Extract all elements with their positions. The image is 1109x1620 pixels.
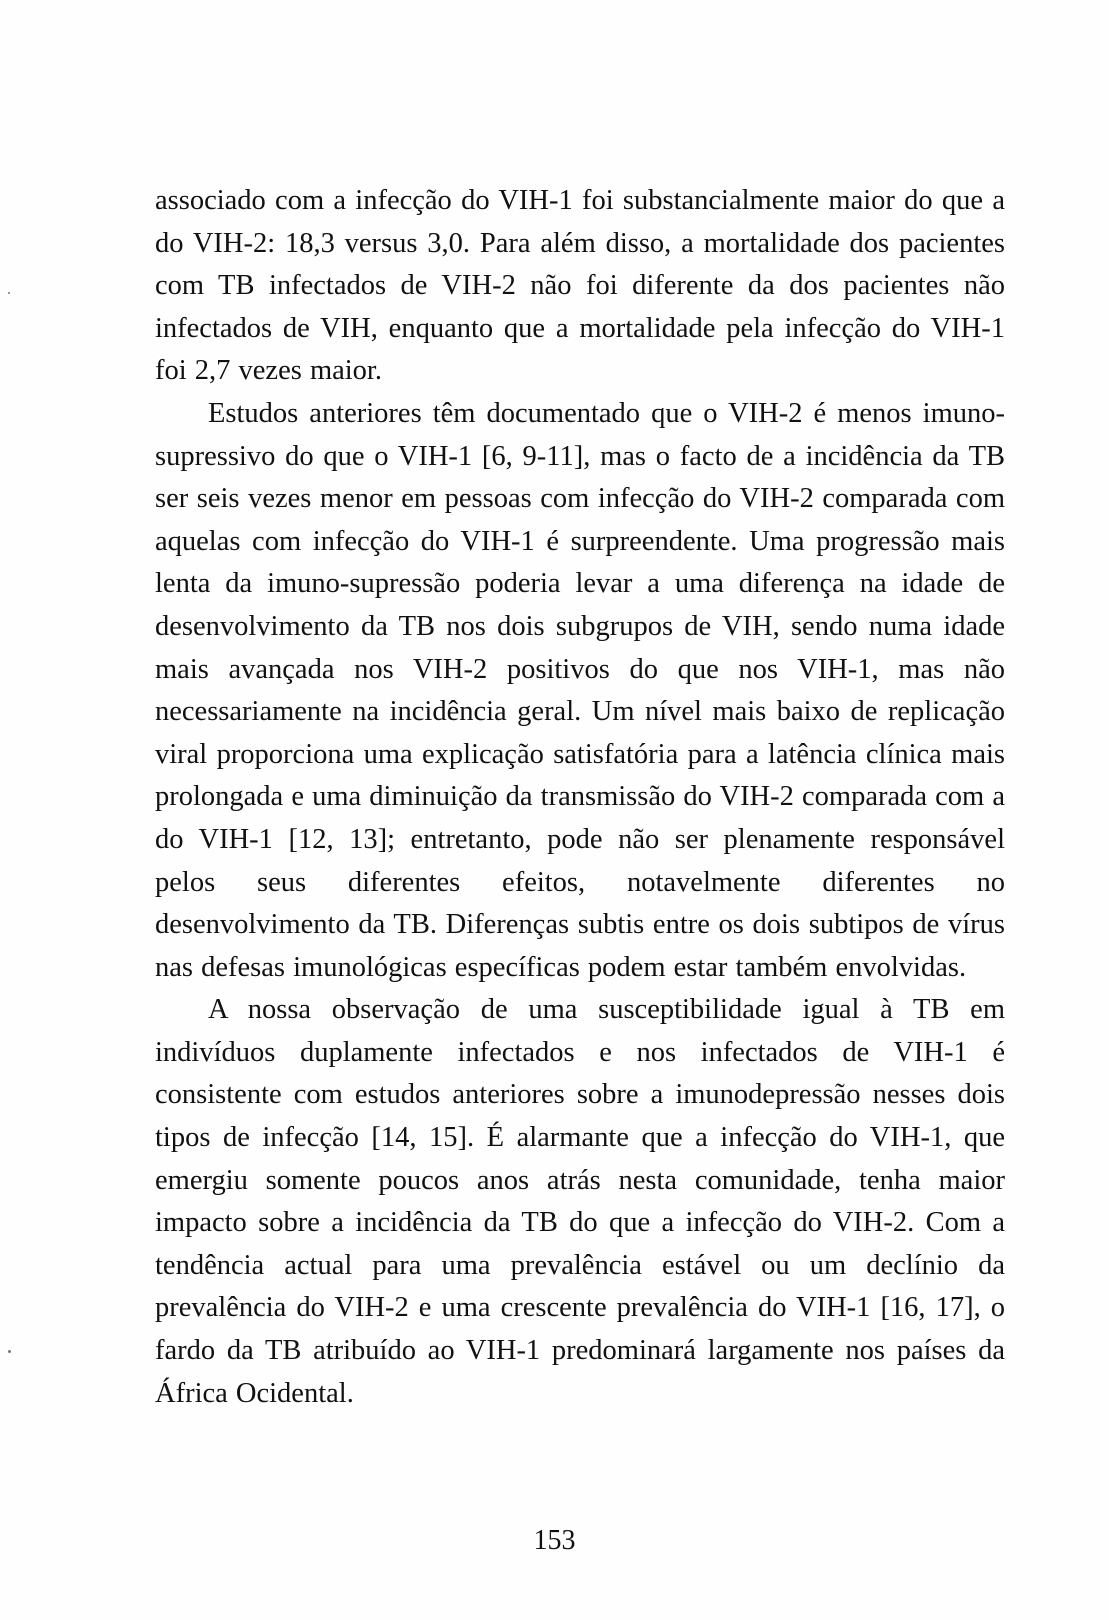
page-number: 153 (533, 1525, 576, 1556)
paragraph-3: A nossa observação de uma susceptibilidade igual à TB em indivíduos duplamente infectados e nos infectados de VIH-1 é consistente com estudos anteriores sobre a imunodepressão nesses dois tipos de infecção [14, 15]. É alarmante que a infecção do VIH-1, que emergiu somente poucos anos atrás nesta comunidade, tenha maior impacto sobre a incidência da TB do que a infecção do VIH-2. Com a tendência actual para uma prevalência estável ou um declínio da prevalência do VIH-2 e uma crescente prevalência do VIH-1 [16, 17], o fardo da TB atribuído ao VIH-1 predominará largamente nos países da África Ocidental. (155, 994, 1005, 1409)
scan-speck (8, 1350, 11, 1353)
paragraph-2: Estudos anteriores têm documentado que o VIH-2 é menos imuno-supressivo do que o VIH-1 [6, 9-11], mas o facto de a incidência da TB ser seis vezes menor em pessoas com infecção do VIH-2 comparada com aquelas com infecção do VIH-1 é surpreendente. Uma progressão mais lenta da imuno-supressão poderia levar a uma diferença na idade de desenvolvimento da TB nos dois subgrupos de VIH, sendo numa idade mais avançada nos VIH-2 positivos do que nos VIH-1, mas não necessariamente na incidência geral. Um nível mais baixo de replicação viral proporciona uma explicação satisfatória para a latência clínica mais prolongada e uma diminuição da transmissão do VIH-2 comparada com a do VIH-1 [12, 13]; entretanto, pode não ser plenamente responsável pelos seus diferentes efeitos, notavelmente diferentes no desenvolvimento da TB. Diferenças subtis entre os dois subtipos de vírus nas defesas imunológicas específicas podem estar também envolvidas. (155, 397, 1005, 983)
scan-speck (8, 292, 10, 294)
body-text (155, 180, 1005, 1415)
paragraph-1: associado com a infecção do VIH-1 foi substancialmente maior do que a do VIH-2: 18,3 versus 3,0. Para além disso, a mortalidade dos pacientes com TB infectados de VIH-2 não foi diferente da dos pacientes não infectados de VIH, enquanto que a mortalidade pela infecção do VIH-1 foi 2,7 vezes maior. (155, 185, 1005, 387)
